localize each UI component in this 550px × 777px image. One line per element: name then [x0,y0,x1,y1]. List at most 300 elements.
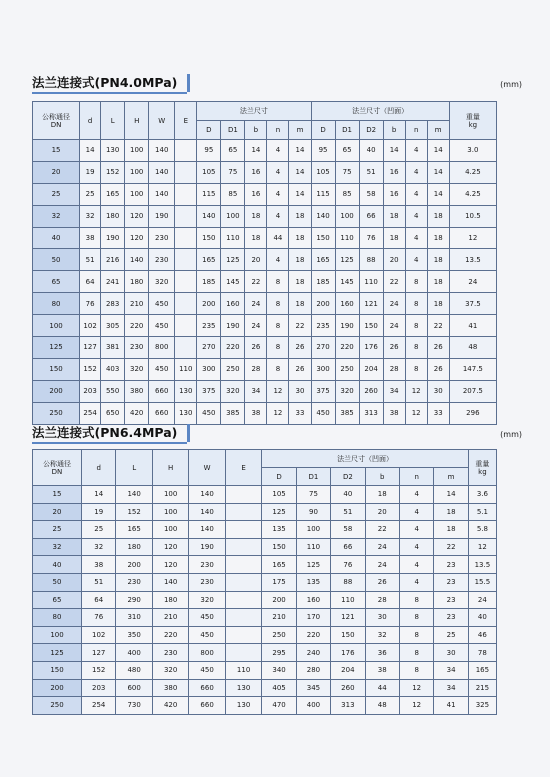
table-cell: 130 [225,697,261,715]
table-cell: 235 [197,315,221,337]
table-cell: 230 [149,227,175,249]
table-cell: 4 [399,538,433,556]
table-cell: 22 [245,271,267,293]
w-header: W [189,450,225,486]
table-cell: 8 [267,293,289,315]
table-cell: 313 [359,402,383,424]
table-cell: 22 [383,271,405,293]
table-row [33,183,497,205]
table-cell: 14 [427,183,449,205]
sub-header: m [289,121,311,140]
table-cell: 25 [80,183,101,205]
table-cell: 283 [101,293,125,315]
table-cell: 203 [80,380,101,402]
dn-cell: 125 [33,644,82,662]
table-cell: 800 [189,644,225,662]
table-cell: 4 [405,205,427,227]
table-cell: 14 [427,161,449,183]
table-cell: 296 [449,402,496,424]
sub-header: b [383,121,405,140]
table-cell: 320 [152,661,188,679]
table-cell: 147.5 [449,358,496,380]
header-row [33,102,497,121]
table-cell: 16 [245,183,267,205]
sub-header: n [267,121,289,140]
table-cell: 165 [116,521,152,539]
table-cell: 250 [262,626,296,644]
dn-cell: 65 [33,271,80,293]
table-cell: 58 [331,521,365,539]
table-cell: 32 [365,626,399,644]
table-cell: 120 [152,556,188,574]
table-row [33,227,497,249]
table-cell: 44 [267,227,289,249]
table-cell: 18 [427,271,449,293]
table-cell: 140 [197,205,221,227]
table-cell: 230 [152,644,188,662]
table-cell: 4 [267,140,289,162]
table-cell: 140 [189,503,225,521]
table-cell: 51 [331,503,365,521]
e-header: E [175,102,197,140]
table-cell: 180 [125,271,149,293]
table-cell: 145 [221,271,245,293]
table-cell: 100 [125,183,149,205]
table-cell: 254 [82,697,116,715]
weight-header: 重量 kg [449,102,496,140]
table-cell: 190 [221,315,245,337]
table-cell: 150 [311,227,335,249]
table-cell: 22 [434,538,468,556]
table-cell: 165 [468,661,496,679]
table-row [33,358,497,380]
table-cell: 34 [434,661,468,679]
table-cell: 235 [311,315,335,337]
table-row [33,573,497,591]
table-cell: 24 [468,591,496,609]
table-cell [175,183,197,205]
table-cell: 381 [101,337,125,359]
l-header: L [116,450,152,486]
table-cell: 95 [197,140,221,162]
table-cell: 18 [289,227,311,249]
table-cell [225,591,261,609]
sub-header: D [197,121,221,140]
table-cell: 4 [405,183,427,205]
table-cell: 400 [296,697,330,715]
dn-cell: 150 [33,358,80,380]
table-cell: 241 [101,271,125,293]
table-cell: 230 [116,573,152,591]
table-cell: 28 [245,358,267,380]
table-row [33,205,497,227]
table-cell: 165 [197,249,221,271]
table-cell: 190 [149,205,175,227]
table-cell: 14 [245,140,267,162]
table-cell: 88 [359,249,383,271]
table-cell: 105 [262,486,296,504]
table-cell: 250 [221,358,245,380]
table-cell: 8 [399,661,433,679]
table-cell: 300 [197,358,221,380]
table-cell: 385 [221,402,245,424]
table-cell: 800 [149,337,175,359]
table-cell: 24 [365,556,399,574]
table-cell: 220 [152,626,188,644]
table-cell: 152 [101,161,125,183]
table-cell: 19 [82,503,116,521]
table-cell: 152 [116,503,152,521]
table-cell: 18 [289,205,311,227]
section-pn40 [32,74,522,425]
sub-header: m [427,121,449,140]
table-cell: 204 [359,358,383,380]
table-cell: 450 [311,402,335,424]
table-cell: 3.6 [468,486,496,504]
dn-cell: 25 [33,183,80,205]
table-cell: 4 [399,556,433,574]
dn-cell: 80 [33,609,82,627]
table-cell [225,609,261,627]
table-cell: 28 [365,591,399,609]
table-cell: 375 [197,380,221,402]
table-cell: 230 [125,337,149,359]
table-cell: 210 [152,609,188,627]
table-cell: 130 [101,140,125,162]
table-cell: 23 [434,573,468,591]
table-row [33,697,497,715]
dn-cell: 125 [33,337,80,359]
table-cell: 25 [82,521,116,539]
table-cell: 64 [82,591,116,609]
table-cell: 260 [359,380,383,402]
table-cell: 23 [434,609,468,627]
table-cell: 350 [116,626,152,644]
dn-cell: 50 [33,573,82,591]
table-cell: 160 [335,293,359,315]
table-cell: 33 [427,402,449,424]
table-cell: 4 [267,205,289,227]
table-cell: 135 [296,573,330,591]
table-cell: 120 [125,205,149,227]
table-cell: 165 [262,556,296,574]
table-cell: 15.5 [468,573,496,591]
table-cell: 8 [405,271,427,293]
spec-table-pn40 [32,101,497,425]
table-cell: 20 [245,249,267,271]
table-cell: 8 [405,293,427,315]
table-cell: 102 [82,626,116,644]
table-cell: 400 [116,644,152,662]
sub-header: D1 [221,121,245,140]
dn-cell: 250 [33,402,80,424]
table-cell: 4 [267,249,289,271]
table-cell: 76 [359,227,383,249]
table-cell: 160 [221,293,245,315]
table-cell: 8 [399,591,433,609]
dn-cell: 25 [33,521,82,539]
table-row [33,644,497,662]
table-cell: 18 [427,205,449,227]
table-row [33,293,497,315]
table-cell: 220 [335,337,359,359]
table-cell: 115 [197,183,221,205]
table-cell: 8 [405,337,427,359]
table-cell: 220 [221,337,245,359]
table-cell: 270 [311,337,335,359]
table-cell: 18 [365,486,399,504]
table-cell: 18 [427,227,449,249]
table-cell: 4 [405,249,427,271]
table-cell: 8 [399,644,433,662]
table-cell: 105 [197,161,221,183]
table-cell: 127 [80,337,101,359]
table-cell: 20 [365,503,399,521]
table-cell: 38 [245,402,267,424]
table-row [33,609,497,627]
table-cell: 19 [80,161,101,183]
table-cell: 110 [331,591,365,609]
dn-header: 公称通径 DN [33,102,80,140]
flange-group-header: 法兰尺寸 [197,102,311,121]
table-cell: 140 [149,161,175,183]
section-title: 法兰连接式(PN4.0MPa) [32,74,187,94]
table-cell: 12 [267,380,289,402]
table-cell: 320 [189,591,225,609]
table-cell: 140 [189,486,225,504]
table-cell: 385 [335,402,359,424]
table-cell: 127 [82,644,116,662]
table-row [33,626,497,644]
table-cell: 450 [197,402,221,424]
table-cell: 14 [289,140,311,162]
sub-header: b [245,121,267,140]
table-cell: 125 [335,249,359,271]
table-cell: 230 [189,556,225,574]
table-cell: 20 [383,249,405,271]
table-cell: 210 [125,293,149,315]
table-cell: 18 [289,293,311,315]
table-row [33,161,497,183]
table-cell: 152 [82,661,116,679]
unit-label: (mm) [500,80,522,89]
table-cell: 325 [468,697,496,715]
table-cell: 22 [365,521,399,539]
table-cell: 18 [289,271,311,293]
table-cell: 12 [267,402,289,424]
table-cell: 12 [399,679,433,697]
table-cell: 140 [125,249,149,271]
table-cell: 660 [149,402,175,424]
table-row [33,380,497,402]
table-row [33,486,497,504]
table-row [33,402,497,424]
table-cell: 51 [80,249,101,271]
table-cell: 100 [125,140,149,162]
table-cell: 180 [152,591,188,609]
table-cell: 110 [335,227,359,249]
table-cell: 210 [262,609,296,627]
table-cell: 14 [289,161,311,183]
table-cell: 300 [311,358,335,380]
table-cell: 40 [331,486,365,504]
dn-cell: 200 [33,380,80,402]
table-cell: 190 [189,538,225,556]
table-cell: 18 [383,227,405,249]
table-cell: 65 [221,140,245,162]
table-cell: 185 [311,271,335,293]
table-cell: 38 [383,402,405,424]
table-cell: 380 [125,380,149,402]
table-cell: 14 [80,140,101,162]
dn-cell: 100 [33,315,80,337]
table-cell: 8 [267,358,289,380]
table-cell: 18 [427,249,449,271]
table-cell: 550 [101,380,125,402]
table-cell: 320 [221,380,245,402]
dn-cell: 65 [33,591,82,609]
table-cell: 190 [335,315,359,337]
table-cell: 26 [427,337,449,359]
table-cell: 24 [449,271,496,293]
table-cell: 125 [262,503,296,521]
table-cell: 160 [296,591,330,609]
sub-header: D1 [296,468,330,486]
table-cell: 140 [152,573,188,591]
table-cell: 100 [152,521,188,539]
table-cell: 23 [434,556,468,574]
table-cell: 145 [335,271,359,293]
dn-cell: 32 [33,205,80,227]
table-row [33,661,497,679]
table-cell: 37.5 [449,293,496,315]
table-cell: 13.5 [468,556,496,574]
section-header [32,74,522,94]
table-cell: 320 [149,271,175,293]
table-cell: 30 [365,609,399,627]
table-cell: 14 [434,486,468,504]
header-row [33,450,497,468]
table-cell: 46 [468,626,496,644]
table-cell: 32 [80,205,101,227]
table-cell: 88 [331,573,365,591]
table-cell: 140 [149,140,175,162]
table-cell: 22 [427,315,449,337]
table-cell: 121 [359,293,383,315]
table-cell: 650 [101,402,125,424]
section-title: 法兰连接式(PN6.4MPa) [32,424,187,444]
dn-cell: 32 [33,538,82,556]
table-cell: 44 [365,679,399,697]
table-cell: 480 [116,661,152,679]
table-cell: 105 [311,161,335,183]
table-cell: 200 [262,591,296,609]
table-cell [225,573,261,591]
table-cell: 250 [335,358,359,380]
table-row [33,521,497,539]
d-header: d [82,450,116,486]
dn-cell: 40 [33,227,80,249]
table-cell: 140 [311,205,335,227]
table-row [33,315,497,337]
table-cell: 14 [82,486,116,504]
table-cell: 58 [359,183,383,205]
table-cell: 140 [116,486,152,504]
table-cell: 165 [101,183,125,205]
dn-cell: 20 [33,161,80,183]
table-cell: 38 [365,661,399,679]
table-cell: 340 [262,661,296,679]
table-cell: 660 [189,697,225,715]
table-cell: 8 [399,609,433,627]
dn-cell: 80 [33,293,80,315]
unit-label: (mm) [500,430,522,439]
table-cell: 12 [405,380,427,402]
table-cell: 85 [335,183,359,205]
table-cell: 16 [383,183,405,205]
table-cell: 76 [331,556,365,574]
table-cell: 14 [427,140,449,162]
table-cell: 121 [331,609,365,627]
table-cell: 102 [80,315,101,337]
w-header: W [149,102,175,140]
table-cell: 216 [101,249,125,271]
table-cell: 26 [245,337,267,359]
table-cell: 660 [149,380,175,402]
table-cell: 120 [125,227,149,249]
table-cell: 420 [125,402,149,424]
table-cell: 85 [221,183,245,205]
table-cell: 34 [245,380,267,402]
table-cell: 41 [434,697,468,715]
table-cell: 450 [149,293,175,315]
table-cell: 18 [383,205,405,227]
table-cell: 8 [267,337,289,359]
table-cell: 75 [296,486,330,504]
table-cell: 450 [189,626,225,644]
table-cell: 207.5 [449,380,496,402]
table-cell: 150 [331,626,365,644]
l-header: L [101,102,125,140]
table-cell: 18 [245,205,267,227]
table-row [33,140,497,162]
table-cell: 130 [175,402,197,424]
dn-cell: 40 [33,556,82,574]
table-cell: 470 [262,697,296,715]
table-cell: 38 [82,556,116,574]
table-cell: 3.0 [449,140,496,162]
table-cell: 375 [311,380,335,402]
section-pn64 [32,424,522,715]
dn-cell: 250 [33,697,82,715]
table-cell: 36 [365,644,399,662]
table-cell: 405 [262,679,296,697]
table-cell: 8 [267,315,289,337]
table-cell: 204 [331,661,365,679]
table-cell: 320 [125,358,149,380]
table-cell: 24 [383,315,405,337]
table-cell: 48 [449,337,496,359]
table-cell: 180 [116,538,152,556]
dn-cell: 20 [33,503,82,521]
table-cell: 180 [101,205,125,227]
table-cell: 26 [289,358,311,380]
dn-cell: 100 [33,626,82,644]
dn-cell: 15 [33,486,82,504]
sub-header: b [365,468,399,486]
table-cell: 170 [296,609,330,627]
table-cell: 450 [189,609,225,627]
